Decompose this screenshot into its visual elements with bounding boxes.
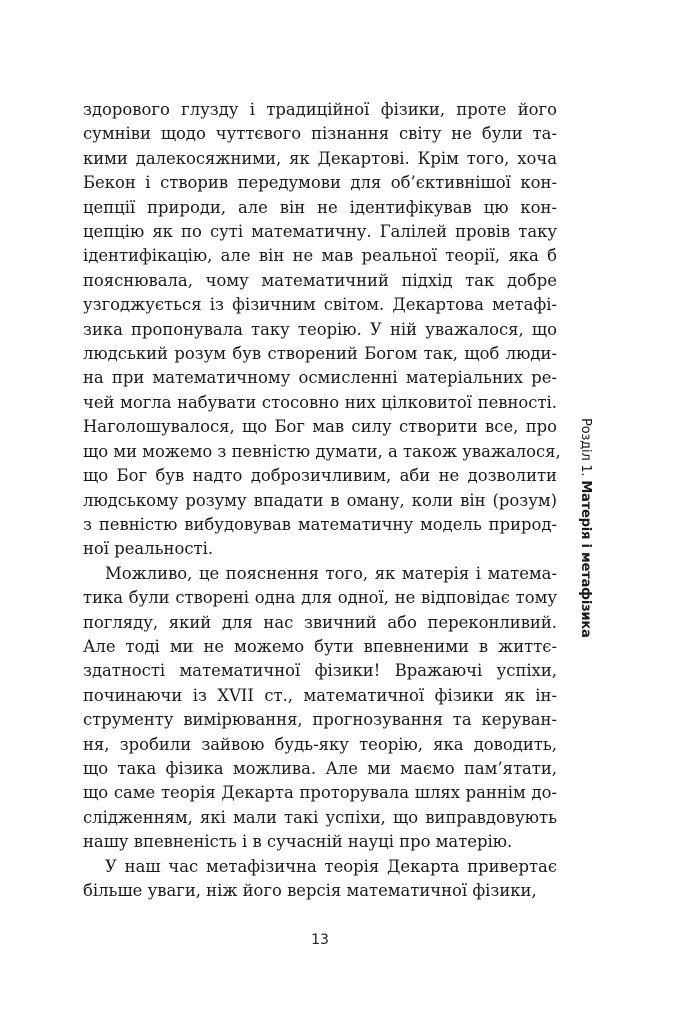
text-line: Але тоді ми не можемо бути впевненими в життє-	[83, 636, 557, 656]
text-line: здатності математичної фізики! Вражаючі успіхи,	[83, 661, 557, 681]
text-line: з певністю вибудовував математичну модель природ-	[83, 514, 557, 534]
text-line: струменту вимірювання, прогнозування та керуван-	[83, 710, 557, 730]
text-line: цепцію як по суті математичну. Галілей провів таку	[83, 222, 557, 242]
text-line: людський розум був створений Богом так, щоб люди-	[83, 344, 557, 364]
text-line: людському розуму впадати в оману, коли він (розум)	[83, 490, 557, 510]
text-line: цепції природи, але він не ідентифікував цю кон-	[83, 197, 557, 217]
text-line: що така фізика можлива. Але ми маємо пам’ятати,	[83, 758, 557, 778]
text-line: тика були створені одна для одної, не відповідає тому	[83, 588, 557, 608]
running-head	[573, 418, 595, 638]
text-line: погляду, який для нас звичний або переконливий.	[83, 612, 557, 632]
text-line: нашу впевненість і в сучасній науці про матерію.	[83, 832, 513, 852]
paragraph-3	[83, 855, 557, 904]
text-line: ної реальності.	[83, 539, 214, 559]
paragraph-2	[83, 562, 557, 855]
text-line: здорового глузду і традиційної фізики, проте його	[83, 100, 557, 119]
text-line: починаючи із XVII ст., математичної фізики як ін-	[83, 685, 557, 705]
chapter-title: Матерія і метафізика	[578, 480, 593, 638]
text-line: ідентифікацію, але він не мав реальної теорії, яка б	[83, 246, 557, 266]
text-line: У наш час метафізична теорія Декарта привертає	[105, 856, 557, 876]
text-line: слідженням, які мали такі успіхи, що виправдовують	[83, 807, 557, 827]
text-line: що Бог був надто доброзичливим, аби не дозволити	[83, 466, 557, 486]
text-line: ня, зробили зайвою будь-яку теорію, яка доводить,	[83, 734, 557, 754]
text-line: Можливо, це пояснення того, як матерія і матема-	[105, 563, 557, 583]
paragraph-1	[83, 98, 561, 562]
text-line: більше уваги, ніж його версія математичної фізики,	[83, 881, 537, 900]
text-line: кими далекосяжними, як Декартові. Крім того, хоча	[83, 148, 557, 168]
page-number: 13	[311, 932, 329, 948]
text-line: сумніви щодо чуттєвого пізнання світу не були та-	[83, 124, 557, 144]
text-line: узгоджується із фізичним світом. Декартова метафі-	[83, 295, 557, 315]
text-line: на при математичному осмисленні матеріальних ре-	[83, 368, 557, 388]
text-line: що саме теорія Декарта проторувала шлях раннім до-	[83, 783, 557, 803]
body-text	[83, 98, 561, 903]
chapter-prefix: Розділ 1.	[578, 418, 593, 477]
text-line: зика пропонувала таку теорію. У ній уважалося, що	[83, 319, 557, 339]
text-line: чей могла набувати стосовно них цілковитої певності.	[83, 392, 557, 412]
text-line: що ми можемо з певністю думати, а також уважалося,	[83, 441, 561, 461]
text-line: пояснювала, чому математичний підхід так добре	[83, 270, 557, 290]
text-line: Наголошувалося, що Бог мав силу створити все, про	[83, 417, 557, 437]
text-line: Бекон і створив передумови для об’єктивнішої кон-	[83, 173, 557, 193]
